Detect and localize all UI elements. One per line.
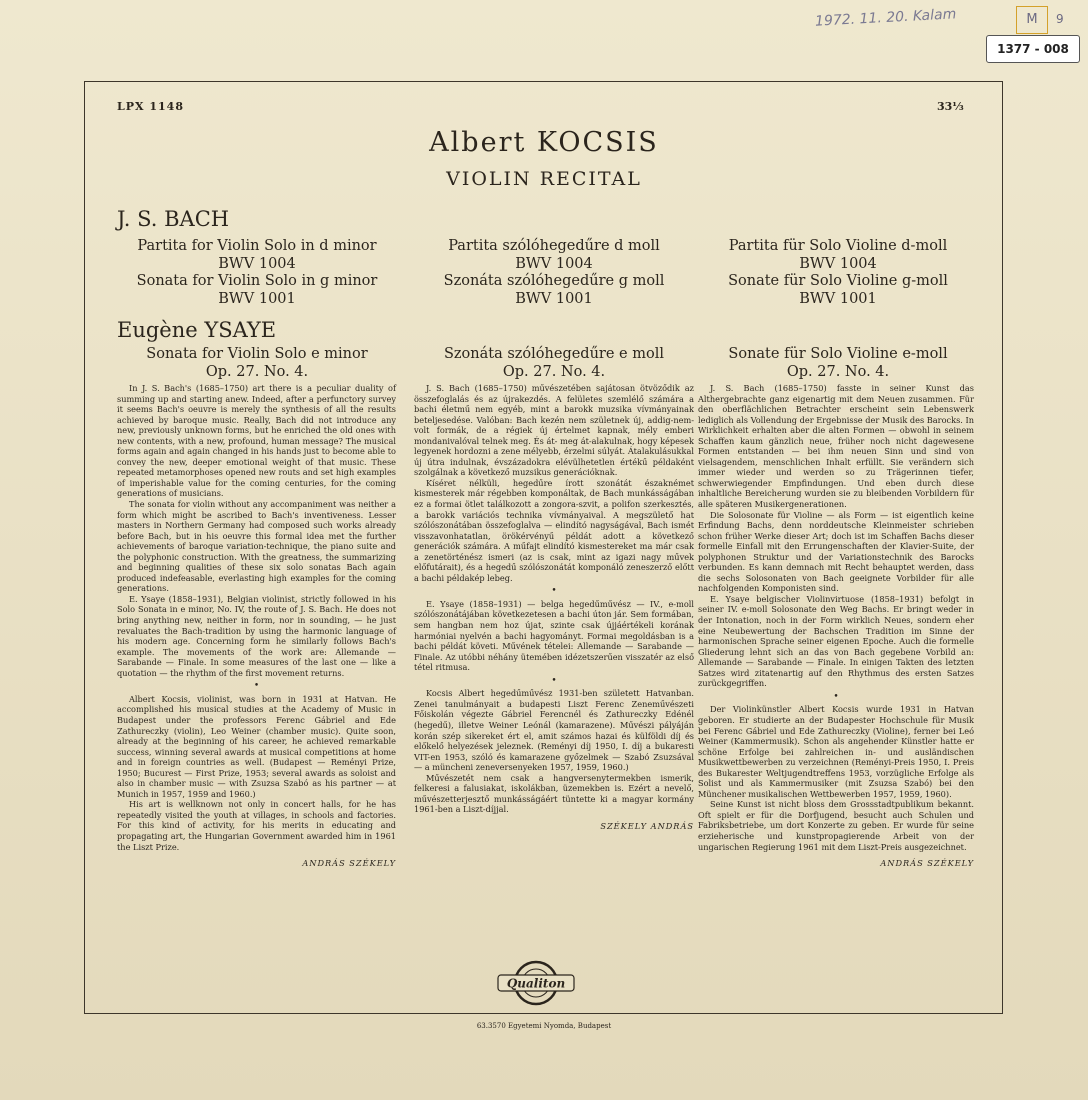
work-line: BWV 1001 [515,290,593,307]
notes-paragraph: His art is wellknown not only in concert halls, for he has repeatedly visited the youth at villages, in schools and factories. For this kind of activity, for his merits in educating and propagating art, the Hungarian Government awarded him in 1961 the Liszt Prize. [117,799,396,852]
catalog-label: 1377 - 008 [986,35,1080,63]
album-title: VIOLIN RECITAL [446,168,642,190]
notes-signature: SZÉKELY ANDRÁS [600,820,694,831]
work-line: Sonata for Violin Solo e minor [146,346,368,362]
notes-signature: ANDRÁS SZÉKELY [302,858,396,869]
notes-paragraph: Albert Kocsis, violinist, was born in 1931 at Hatvan. He accomplished his musical studies at the Academy of Music in Budapest under the professors Ferenc Gábriel and Ede Zathureczky (violin), Leo Weiner (chamber music). Quite soon, already at the beginning of his career, he achieved remarkable success, winning several awards at musical competitions at home and in foreign countries as well. (Budapest — Reményi Prize, 1950; Bucurest — First Prize, 1953; several awards as soloist and also in chamber music — with Zsuzsa Szabó as his partner — at Munich in 1957, 1959 and 1960.) [117,693,396,799]
separator-star: • [833,691,839,702]
notes-paragraph: Kocsis Albert hegedűművész 1931-ben született Hatvanban. Zenei tanulmányait a budapesti Liszt Ferenc Zeneművészeti Főiskolán végezte Gábriel Ferencnél és Zathureczky Edénél (hegedű), illetve Weiner Leónál (kamarazene). Művészi pályáján korán szép sikereket ért el, amit számos hazai és külföldi díj és előkelő helyezések jeleznek. (Reményi díj 1950, I. díj a bukaresti VIT-en 1953, szóló és kamarazene győzelmek — Szabó Zsuzsával — a müncheni zeneversenyeken 1957, 1959, 1960.) [414,688,694,773]
notes-german [698,383,974,869]
notes-english [117,383,396,869]
work-line: BWV 1001 [218,290,296,307]
work-line: Szonáta szólóhegedűre g moll [443,273,665,289]
handwritten-note: 1972. 11. 20. Kalam [814,6,957,30]
ysaye-work-english [117,346,397,381]
notes-hungarian [414,383,694,831]
logo-text: Qualiton [506,976,566,991]
work-line: Op. 27. No. 4. [205,363,309,380]
speed-rpm: 33⅓ [937,100,964,113]
work-line: Sonate für Solo Violine e-moll [728,346,948,362]
work-line: Sonate für Solo Violine g-moll [728,273,948,289]
separator-star: • [253,681,260,692]
stamp-number: 9 [1056,12,1064,26]
notes-paragraph: Kíséret nélküli, hegedűre írott szonátát északnémet kismesterek már régebben komponáltak, de Bach munkásságában ez a formai ötlet találkozott a zongora-szvit, a polifon szerkesztés, a barokk variációs technika vívmányaival. A megszülető hat szólószonátában összefoglalva — elindító nagyságával, Bach ismét visszavonhatatlan, örökérvényű példát adott a következő generációk számára. A műfajt elindító kismestereket ma már csak a zenetörténész ismeri (az is csak, mint az igazi nagy művek előfutárait), és a hegedű szólószonátát komponáló zeneszerző előtt a bachi példakép lebeg. [414,477,694,583]
work-line: Szonáta szólóhegedűre e moll [443,346,664,362]
notes-paragraph: E. Ysaye (1858–1931) — belga hegedűművész — IV., e-moll szólószonátájában következetesen a bachi úton jár. Sem formában, sem hangban nem hoz újat, szinte csak újjáértékeli korának harmóniai nyelvén a bachi hagyományt. Formai megoldásban is a bachi példát követi. Művének tételei: Allemande — Sarabande — Finale. Az utóbbi néhány ütemében idézetszerűen visszatér az első tétel ritmusa. [414,598,694,673]
work-line: Op. 27. No. 4. [786,363,890,380]
bach-works-hungarian [414,238,694,308]
work-line: Partita szólóhegedűre d moll [448,238,660,254]
notes-paragraph: Seine Kunst ist nicht bloss dem Grossstadtpublikum bekannt. Oft spielt er für die Dorfjugend, besucht auch Schulen und Fabriksbetriebe, um dort Konzerte zu geben. Er wurde für seine erzieherische und kunstpropagierende Arbeit von der ungarischen Regierung 1961 mit dem Liszt-Preis ausgezeichnet. [698,799,974,852]
work-line: BWV 1004 [799,255,877,272]
work-line: Partita for Violin Solo in d minor [137,238,377,254]
separator-star: • [551,675,557,686]
qualiton-logo-icon [496,958,576,1008]
work-line: BWV 1004 [515,255,593,272]
artist-name: Albert KOCSIS [429,127,659,158]
notes-signature: ANDRÁS SZÉKELY [880,858,974,869]
bach-works-german [698,238,978,308]
notes-paragraph: Der Violinkünstler Albert Kocsis wurde 1931 in Hatvan geboren. Er studierte an der Budapester Hochschule für Musik bei Ferenc Gábriel und Ede Zathureczky (Violine), ferner bei Leó Weiner (Kammermusik). Schon als angehender Künstler hatte er schöne Erfolge bei zahlreichen in- und ausländischen Musikwettbewerben zu verzeichnen (Reményi-Preis 1950, I. Preis des Bukarester Weltjugendtreffens 1953, vorzügliche Erfolge als Solist und als Kammermusiker (mit Zsuzsa Szabó) bei den Münchener musikalischen Wettbewerben 1957, 1959, 1960). [698,704,974,799]
notes-paragraph: The sonata for violin without any accompaniment was neither a form which might be ascribed to Bach's inventiveness. Lesser masters in Northern Germany had composed such works already before Bach, but in his oeuvre this formal idea met the further achievements of baroque variation-technique, the piano suite and the polyphonic construction. With the greatness, the summarizing and beginning qualities of these six solo sonatas Bach again produced indefeasable, everlasting high examples for the coming generations. [117,499,396,594]
work-line: BWV 1001 [799,290,877,307]
catalog-number: LPX 1148 [117,100,184,113]
composer-ysaye: Eugène YSAYE [117,318,277,342]
work-line: BWV 1004 [218,255,296,272]
work-line: Op. 27. No. 4. [502,363,606,380]
ysaye-work-german [698,346,978,381]
notes-paragraph: E. Ysaye belgischer Violinvirtuose (1858–1931) befolgt in seiner IV. e-moll Solosonate den Weg Bachs. Er bringt weder in der Intonation, noch in der Form wirklich Neues, sondern eher eine Neubewertung der Bachschen Tradition im Sinne der harmonischen Sprache seiner eigenen Epoche. Auch die formelle Gliederung lehnt sich an das von Bach gegebene Vorbild an: Allemande — Sarabande — Finale. In einigen Takten des letzten Satzes wird zitatenartig auf den Rhythmus des ersten Satzes zurückgegriffen. [698,593,974,689]
bach-works-english [117,238,397,308]
ysaye-work-hungarian [414,346,694,381]
work-line: Partita für Solo Violine d-moll [728,238,948,254]
composer-bach: J. S. BACH [117,207,230,231]
printer-line: 63.3570 Egyetemi Nyomda, Budapest [476,1022,612,1030]
work-line: Sonata for Violin Solo in g minor [136,273,378,289]
notes-paragraph: E. Ysaye (1858–1931), Belgian violinist, strictly followed in his Solo Sonata in e minor, No. IV, the route of J. S. Bach. He does not bring anything new, neither in form, nor in sounding, — he just revaluates the Bach-tradition by using the harmonic language of his modern age. Concerning form he similarly follows Bach's example. The movements of the work are: Allemande — Sarabande — Finale. In some measures of the last one — like a quotation — the rhythm of the first movement returns. [117,593,396,678]
separator-star: • [551,586,557,597]
notes-paragraph: Művészetét nem csak a hangversenytermekben ismerik, felkeresi a falusiakat, iskolákban, üzemekben is. Ezért a nevelő, művészetterjesztő munkásságáért tüntette ki a magyar kormány 1961-ben a Liszt-díjjal. [414,772,694,815]
notes-paragraph: In J. S. Bach's (1685–1750) art there is a peculiar duality of summing up and starting anew. Indeed, after a perfunctory survey it seems Bach's oeuvre is merely the synthesis of all the results achieved by baroque music. Really, Bach did not introduce any new, previously unknown forms, but he enriched the old ones with new contents, with a new, profound, human message? The musical forms again and again changed in his hands just to become able to convey the new, deeper emotional weight of that music. These repeated metamorphoses opened new routs and set high examples of imperishable value for the coming centuries, for the coming generations of musicians. [117,383,396,499]
notes-paragraph: Die Solosonate für Violine — als Form — ist eigentlich keine Erfindung Bachs, denn norddeutsche Kleinmeister schrieben schon früher Werke dieser Art; doch ist im Schaffen Bachs dieser formelle Einfall mit den Errungenschaften der Klavier-Suite, der polyphonen Struktur und der Variationstechnik des Barocks verbunden. Es kann demnach mit Recht behauptet werden, dass die sechs Solosonaten von Bach geeignete Vorbilder für alle nachfolgenden Komponisten sind. [698,509,974,594]
notes-paragraph: J. S. Bach (1685–1750) művészetében sajátosan ötvöződik az összefoglalás és az újrakezdés. A felületes szemlélő számára a bachi életmű nem egyéb, mint a barokk muzsika vívmányainak beteljesedése. Valóban: Bach kezén nem születnek új, addig-nem-volt formák, de a régiek új értelmet kapnak, mély emberi mondanivalóval telnek meg. És át- meg át-alakulnak, hogy képesek legyenek hordozni a zene mélyebb, érzelmi súlyát. Átalakulásukkal új útra indulnak, évszázadokra elévülhetetlen értékű példaként szolgálnak a következő muzsikus generációknak. [414,383,694,478]
notes-paragraph: J. S. Bach (1685–1750) fasste in seiner Kunst das Althergebrachte ganz eigenartig mit dem Neuen zusammen. Für den oberflächlichen Betrachter erscheint sein Lebenswerk lediglich als Vollendung der Ergebnisse der Musik des Barocks. In Wirklichkeit erhalten aber die alten Formen — obwohl in seinem Schaffen kaum gänzlich neue, früher noch nicht dagewesene Formen entstanden — bei ihm neuen Sinn und sind von vielsagendem, menschlichen Inhalt erfüllt. Sie verändern sich immer wieder und werden so zu Trägerinnen tiefer, schwerwiegender Empfindungen. Und eben durch diese inhaltliche Bereicherung wurden sie zu bleibenden Vorbildern für alle späteren Musikergenerationen. [698,383,974,510]
stamp-box: M [1016,6,1048,34]
